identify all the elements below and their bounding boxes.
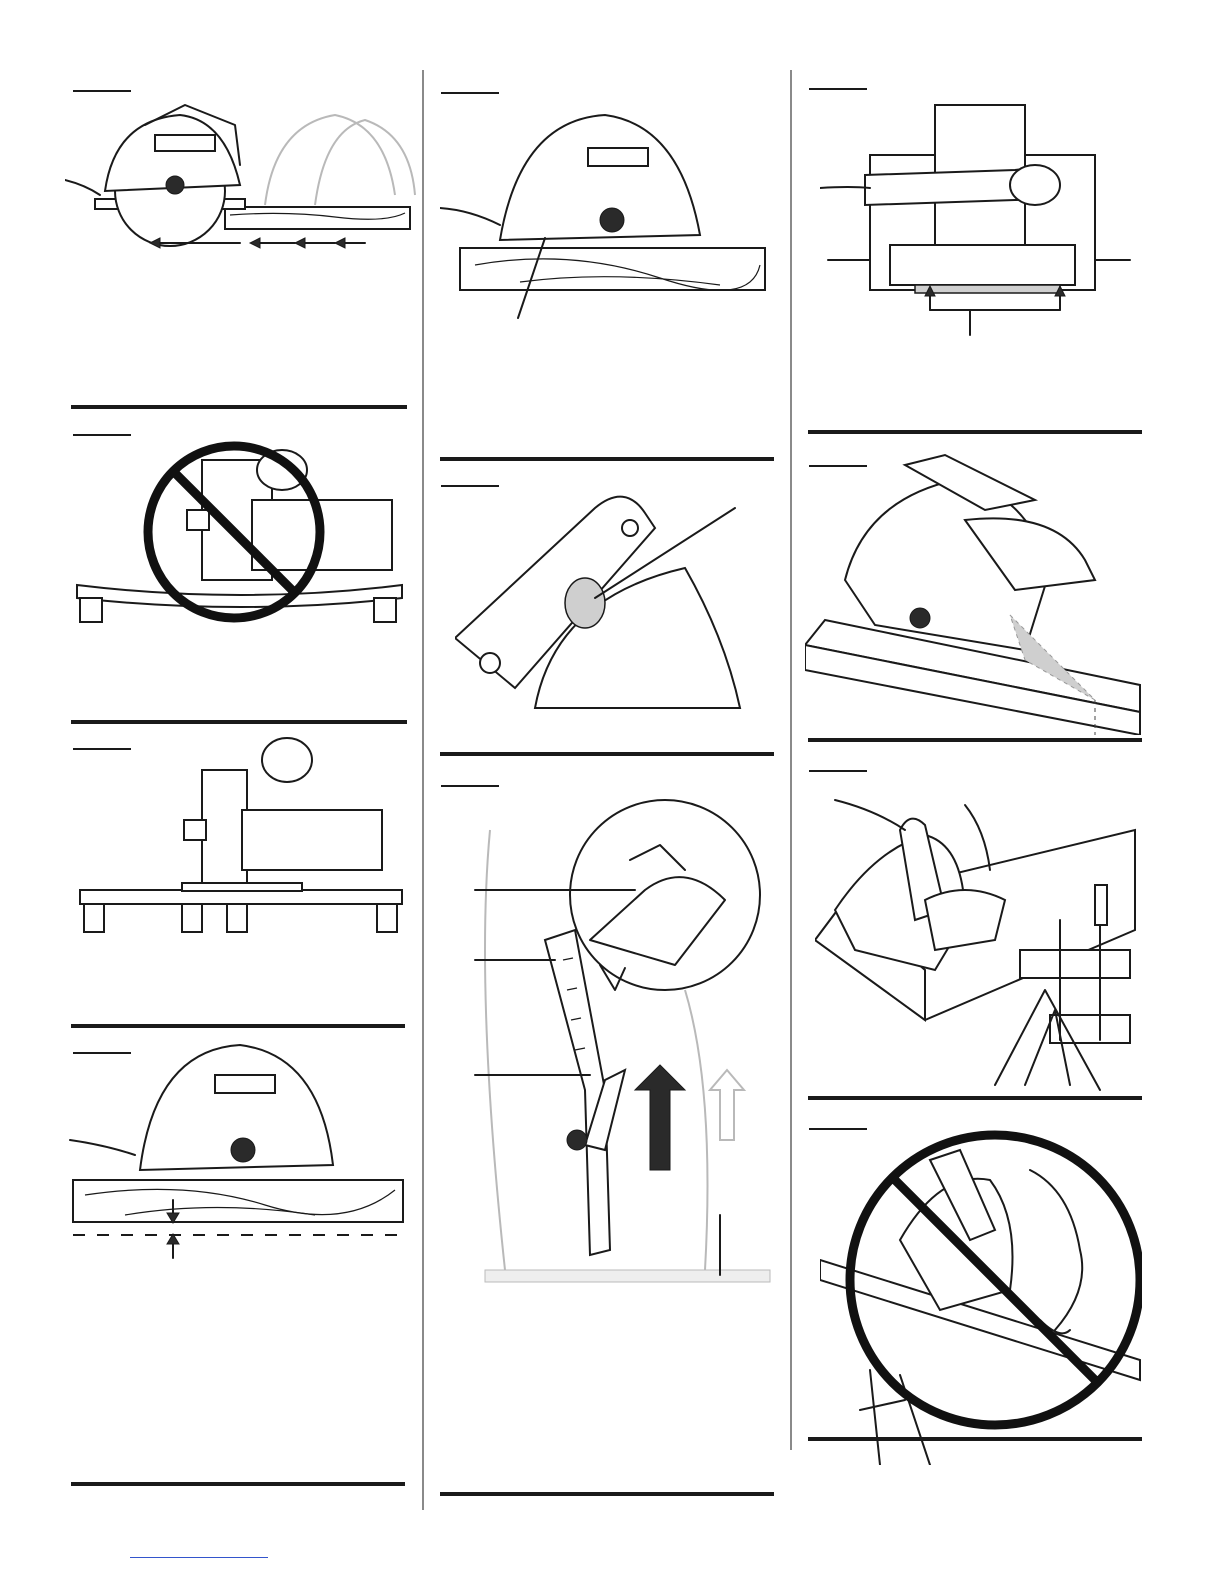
- figure-tag-f: [441, 485, 499, 487]
- figure-bevel-scale-adjustment: [445, 790, 775, 1300]
- figure-saw-cutting-direction: [65, 95, 420, 265]
- figure-saw-supported-board: [72, 735, 408, 935]
- section-rule: [71, 720, 407, 724]
- figure-tag-g: [441, 785, 499, 787]
- section-rule: [71, 1482, 405, 1486]
- section-rule: [808, 738, 1142, 742]
- section-rule: [71, 1024, 405, 1028]
- figure-tag-e: [441, 92, 499, 94]
- figure-prohibited-unsupported-board: [72, 420, 408, 645]
- figure-tag-h: [809, 88, 867, 90]
- column-divider-left: [422, 70, 424, 1510]
- figure-lower-guard-lever-closeup: [455, 488, 775, 710]
- column-divider-right: [790, 70, 792, 1450]
- figure-sight-line-cut: [805, 450, 1143, 735]
- figure-clamped-workpiece-cut: [815, 790, 1145, 1095]
- figure-tag-j: [809, 770, 867, 772]
- figure-blade-depth-below-board: [65, 1030, 410, 1270]
- section-rule: [440, 752, 774, 756]
- section-rule: [440, 1492, 774, 1496]
- section-rule: [808, 1096, 1142, 1100]
- figure-saw-side-view-pointer: [440, 100, 775, 320]
- section-rule: [71, 405, 407, 409]
- figure-saw-top-view-shoe: [820, 100, 1140, 340]
- section-rule: [440, 457, 774, 461]
- figure-prohibited-hand-holding-work: [820, 1130, 1142, 1465]
- figure-tag-a: [73, 90, 131, 92]
- footer-link-underline[interactable]: [130, 1557, 268, 1558]
- section-rule: [808, 430, 1142, 434]
